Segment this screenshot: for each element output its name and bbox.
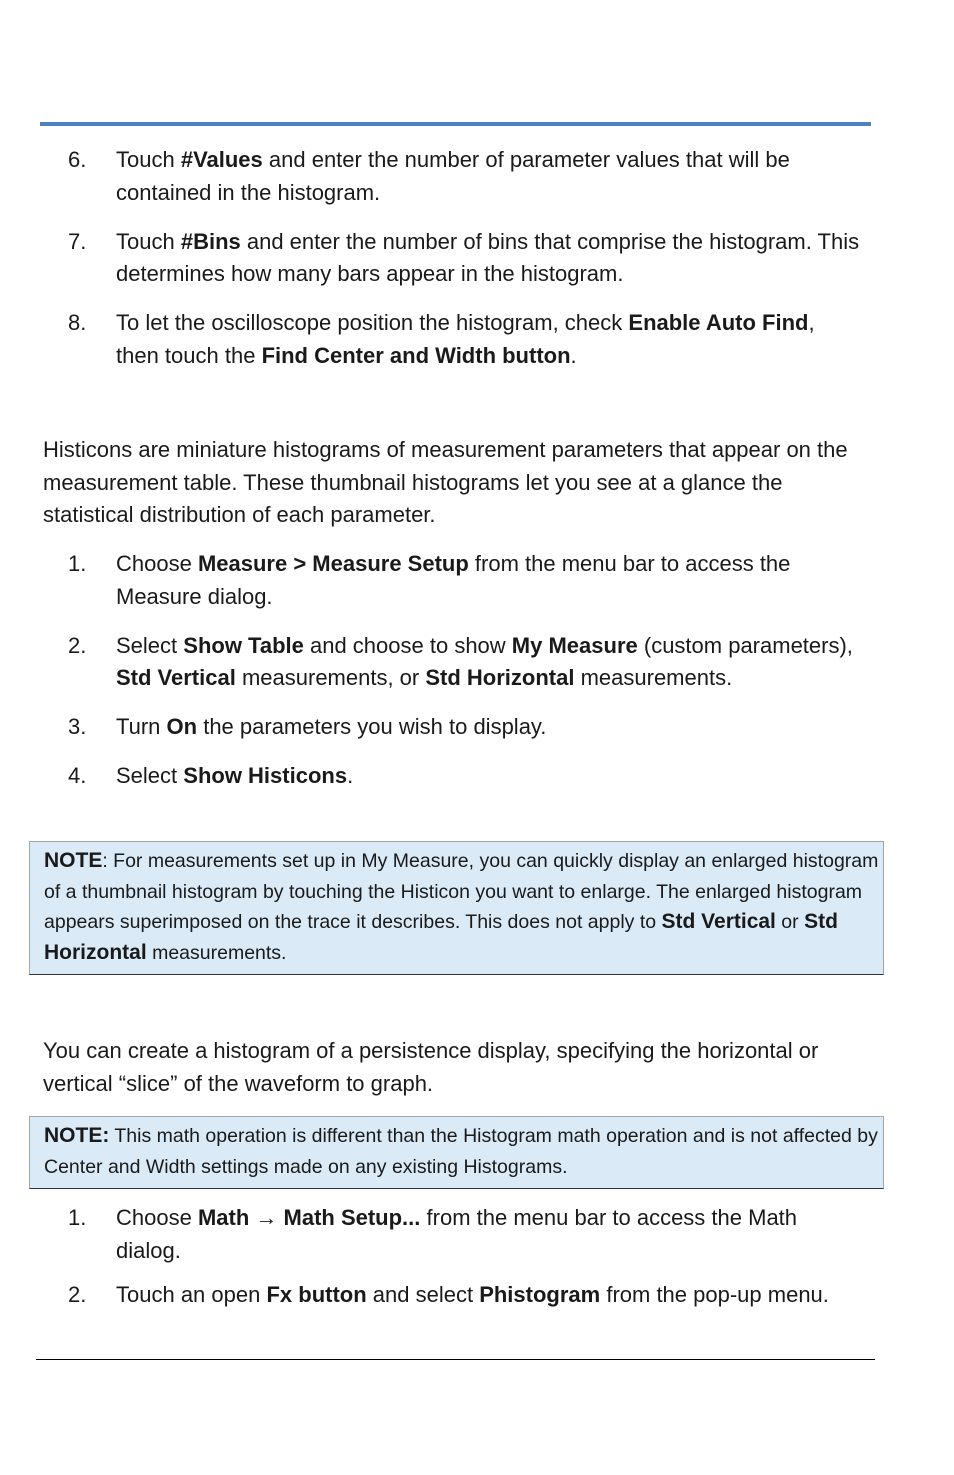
bold-term: Measure > Measure Setup	[197, 551, 469, 576]
text-run: Touch an open	[116, 1281, 267, 1307]
list-number: 3.	[68, 714, 87, 739]
list-item	[0, 1279, 861, 1312]
bold-term: #Bins	[180, 228, 241, 254]
list-number: 7.	[68, 228, 87, 254]
list-item-text	[116, 226, 861, 291]
steps-list-histogram	[0, 144, 861, 372]
bold-term: NOTE	[44, 849, 103, 872]
bold-term: My Measure	[511, 632, 638, 658]
text-run: Select	[116, 632, 184, 658]
text-run: This math operation is different than the Histogram math operation and is not affected by Center and Width settings made on any existing Histograms.	[44, 1125, 878, 1178]
text-run: measurements, or	[235, 665, 426, 690]
list-item	[0, 711, 861, 744]
bold-term: Enable Auto Find	[628, 310, 809, 335]
text-run: the parameters you wish to display.	[197, 714, 547, 739]
list-item	[0, 307, 861, 372]
list-number: 1.	[68, 1205, 87, 1230]
list-number: 6.	[68, 147, 87, 172]
bold-term: Std Horizontal	[44, 910, 838, 964]
text-run: from the pop-up menu.	[600, 1281, 829, 1307]
text-run: , then touch the	[116, 310, 815, 368]
text-run: from the menu bar to access the Math dialog.	[116, 1205, 798, 1263]
text-run: Turn	[116, 714, 167, 739]
bold-term: Math → Math Setup...	[197, 1205, 421, 1230]
list-item	[0, 548, 861, 613]
text-run: Touch	[116, 228, 181, 254]
list-item	[0, 226, 861, 291]
list-item	[0, 760, 861, 793]
bold-term: Phistogram	[479, 1281, 601, 1307]
list-number: 8.	[68, 310, 87, 335]
text-run: .	[347, 763, 354, 788]
header-rule	[40, 122, 871, 126]
note-box-histicons	[29, 841, 884, 975]
steps-list-phistogram	[0, 1202, 861, 1311]
list-number: 1.	[68, 551, 87, 576]
bold-term: Fx button	[266, 1281, 367, 1307]
list-number: 2.	[68, 1281, 87, 1307]
bold-term: Show Histicons	[183, 763, 348, 788]
text-run: To let the oscilloscope position the histogram, check	[116, 310, 629, 335]
footer-rule	[36, 1359, 875, 1360]
text-run: and enter the number of parameter values that will be contained in the histogram.	[116, 147, 790, 205]
list-item	[0, 144, 861, 209]
text-run: Select	[116, 763, 184, 788]
bold-term: NOTE:	[44, 1124, 110, 1147]
list-item	[0, 630, 861, 695]
list-item-text	[116, 760, 861, 793]
text-run: measurements.	[574, 665, 733, 690]
text-run: or	[775, 911, 805, 933]
persistence-intro: You can create a histogram of a persistence display, specifying the horizontal or vertical “slice” of the waveform to graph.	[43, 1038, 819, 1096]
note-box-math	[29, 1116, 884, 1189]
list-item-text	[116, 548, 861, 613]
bold-term: Std Vertical	[661, 910, 776, 933]
text-run: and select	[366, 1281, 480, 1307]
list-item-text	[116, 307, 861, 372]
bold-term: #Values	[180, 147, 263, 172]
bold-term: Show Table	[183, 632, 304, 658]
bold-term: Std Horizontal	[425, 665, 575, 690]
text-run: Touch	[116, 147, 181, 172]
list-item-text	[116, 711, 861, 744]
text-run: from the menu bar to access the Measure dialog.	[116, 551, 791, 609]
text-run: (custom parameters),	[637, 632, 853, 658]
text-run: Choose	[116, 1205, 198, 1230]
list-item-text	[116, 1202, 861, 1267]
list-item	[0, 1202, 861, 1267]
list-item-text	[116, 144, 861, 209]
text-run: and choose to show	[303, 632, 512, 658]
bold-term: Std Vertical	[116, 665, 236, 690]
list-number: 2.	[68, 632, 87, 658]
bold-term: Find Center and Width button	[261, 342, 571, 368]
text-run: : For measurements set up in My Measure, you can quickly display an enlarged histogram of a thumbnail histogram by touching the Histicon you want to enlarge. The enlarged histogram appears superimposed on the trace it describes. This does not apply to	[44, 850, 879, 933]
list-number: 4.	[68, 763, 87, 788]
text-run: .	[570, 342, 577, 368]
bold-term: On	[166, 714, 198, 739]
list-item-text	[116, 1279, 861, 1312]
text-run: Choose	[116, 551, 198, 576]
list-item-text	[116, 630, 861, 695]
text-run: and enter the number of bins that comprise the histogram. This determines how many bars appear in the histogram.	[116, 228, 860, 286]
steps-list-histicons	[0, 548, 861, 793]
histicons-intro: Histicons are miniature histograms of measurement parameters that appear on the measurement table. These thumbnail histograms let you see at a glance the statistical distribution of each parameter.	[43, 437, 848, 527]
text-run: measurements.	[146, 941, 287, 964]
